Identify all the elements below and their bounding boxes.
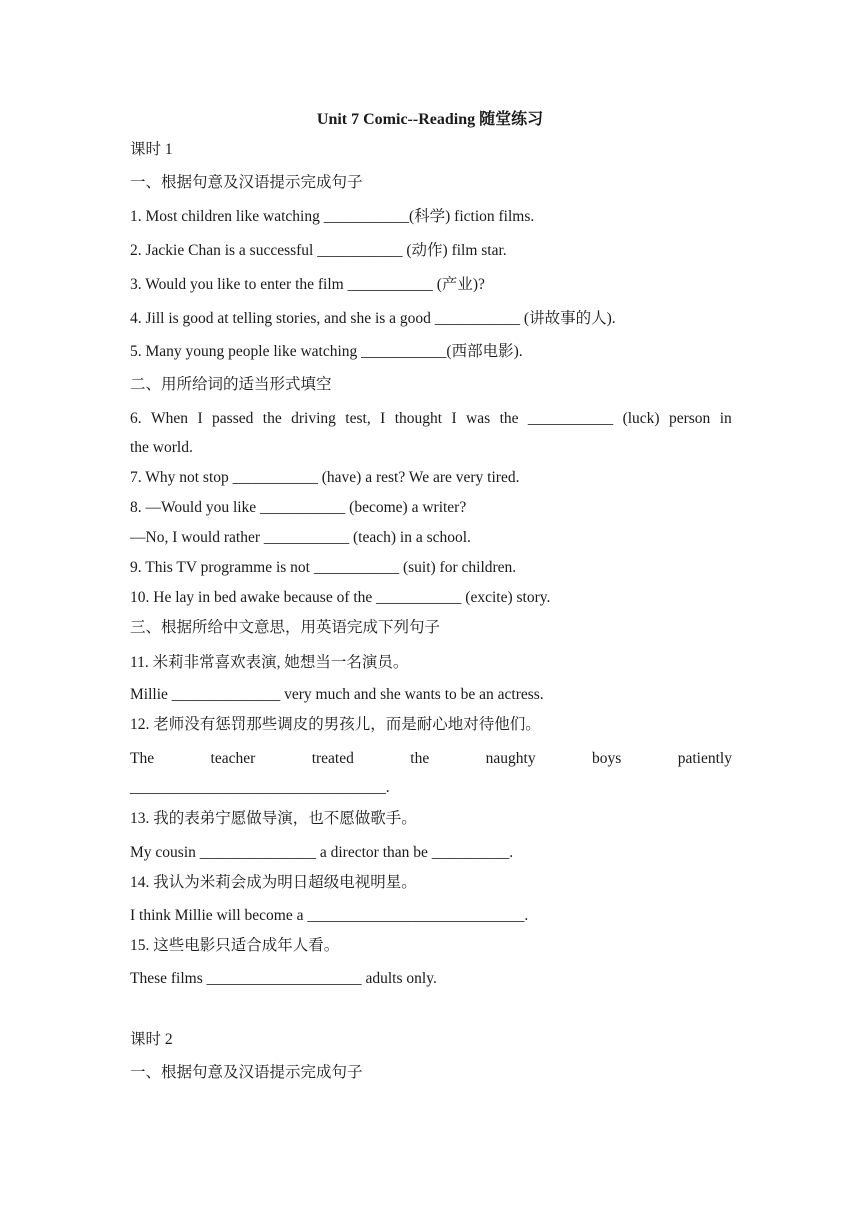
page-title: Unit 7 Comic--Reading 随堂练习 [316,111,544,128]
q12-word: boys [592,750,622,767]
question-15-chinese: 15. 这些电影只适合成年人看。 [130,937,340,954]
q6-word: I [451,410,457,427]
lesson-1-label: 课时 1 [130,141,173,158]
question-13-english: My cousin _______________ a director than be __________. [130,844,514,861]
q6-word: the [262,410,282,427]
q6-word: (luck) [622,410,660,427]
q6-word: I [197,410,203,427]
question-11-chinese: 11. 米莉非常喜欢表演, 她想当一名演员。 [130,654,409,671]
question-6-line-1 [130,409,732,429]
question-7: 7. Why not stop ___________ (have) a rest? We are very tired. [130,469,520,486]
q6-word: was [466,410,491,427]
q6-word: When [151,410,189,427]
q6-word: test, [345,410,371,427]
question-8-line-1: 8. —Would you like ___________ (become) a writer? [130,499,467,516]
lesson-2-label: 课时 2 [130,1031,173,1048]
question-6-line-2: the world. [130,439,193,456]
question-5: 5. Many young people like watching ___________(西部电影). [130,343,523,360]
q6-word: passed [212,410,254,427]
question-4: 4. Jill is good at telling stories, and she is a good ___________ (讲故事的人). [130,310,616,327]
question-8-line-2: —No, I would rather ___________ (teach) in a school. [130,529,471,546]
section-3-heading: 三、根据所给中文意思，用英语完成下列句子 [130,619,441,636]
q6-word: the [499,410,519,427]
q6-word: ___________ [527,410,614,427]
question-2: 2. Jackie Chan is a successful ___________ (动作) film star. [130,242,507,259]
q12-word: teacher [210,750,256,767]
question-1: 1. Most children like watching ___________(科学) fiction films. [130,208,535,225]
q12-word: naughty [485,750,536,767]
question-12-english-line-2: _________________________________. [130,779,390,796]
q6-word: driving [291,410,336,427]
q12-word: The [130,750,155,767]
question-10: 10. He lay in bed awake because of the ___________ (excite) story. [130,589,551,606]
question-15-english: These films ____________________ adults only. [130,970,437,987]
question-9: 9. This TV programme is not ___________ (suit) for children. [130,559,517,576]
question-14-english: I think Millie will become a ____________________________. [130,907,529,924]
q12-word: the [410,750,430,767]
question-14-chinese: 14. 我认为米莉会成为明日超级电视明星。 [130,874,417,891]
q6-word: person [668,410,711,427]
q12-word: treated [311,750,354,767]
q12-word: patiently [677,750,732,767]
question-13-chinese: 13. 我的表弟宁愿做导演，也不愿做歌手。 [130,810,417,827]
q6-word: 6. [130,410,142,427]
q6-word: in [719,410,732,427]
section-1-heading: 一、根据句意及汉语提示完成句子 [130,174,363,191]
question-11-english: Millie ______________ very much and she wants to be an actress. [130,686,544,703]
section-2-heading: 二、用所给词的适当形式填空 [130,376,332,393]
q6-word: I [380,410,386,427]
q6-word: thought [394,410,443,427]
question-12-chinese: 12. 老师没有惩罚那些调皮的男孩儿，而是耐心地对待他们。 [130,716,541,733]
section-4-heading: 一、根据句意及汉语提示完成句子 [130,1064,363,1081]
question-3: 3. Would you like to enter the film ___________ (产业)? [130,276,485,293]
question-12-english-line-1 [130,749,732,769]
